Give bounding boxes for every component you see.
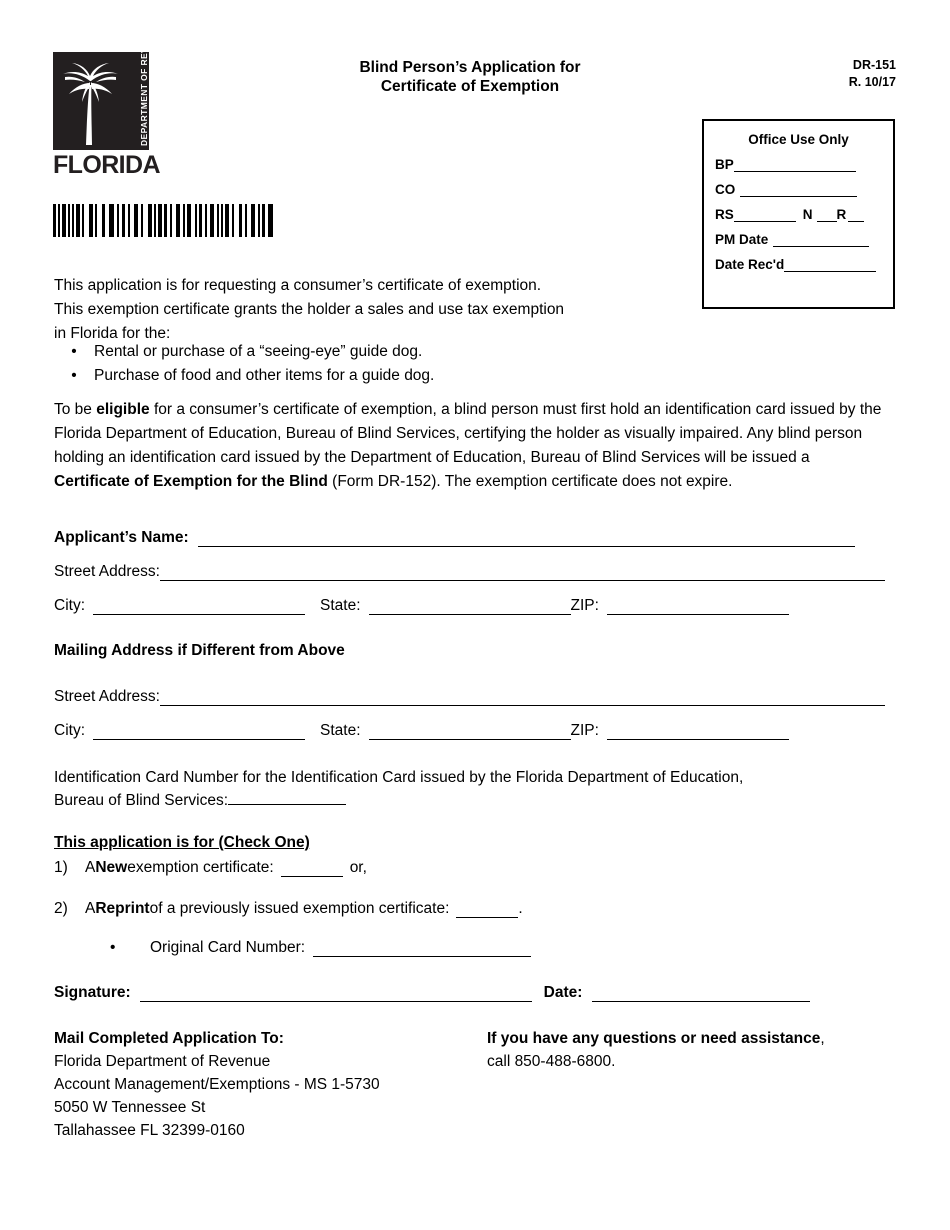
mailing-city-label: City: xyxy=(54,722,85,739)
applicant-state-label: State: xyxy=(320,597,361,614)
identification-card-input[interactable] xyxy=(228,789,346,805)
intro-bullet-1-text: Rental or purchase of a “seeing-eye” guide dog. xyxy=(94,343,423,360)
mailing-state-label: State: xyxy=(320,722,361,739)
office-row-pm-date xyxy=(715,232,893,247)
barcode-icon xyxy=(53,204,273,237)
mail-to-line-4: Tallahassee FL 32399-0160 xyxy=(54,1122,245,1139)
option-1-post: exemption certificate: xyxy=(127,859,274,876)
mailing-street-row xyxy=(54,687,885,706)
assistance-line-1 xyxy=(487,1027,897,1050)
applicant-street-input[interactable] xyxy=(160,564,885,581)
identification-line-2 xyxy=(54,789,894,812)
applicant-city-state-zip-row xyxy=(54,596,789,615)
applicant-name-label: Applicant’s Name: xyxy=(54,529,189,546)
applicant-street-row xyxy=(54,562,885,581)
page-title-line1: Blind Person’s Application for xyxy=(359,59,581,76)
mailing-street-label: Street Address: xyxy=(54,688,160,705)
signature-label: Signature: xyxy=(54,984,131,1001)
florida-dor-logo xyxy=(53,21,160,179)
applicant-zip-label: ZIP: xyxy=(570,597,599,614)
mailing-zip-label: ZIP: xyxy=(570,722,599,739)
identification-line-1: Identification Card Number for the Identification Card issued by the Florida Department of Education, xyxy=(54,769,744,786)
office-r-label: R xyxy=(836,207,847,222)
form-identifier xyxy=(849,57,896,91)
bullet-icon: • xyxy=(71,343,77,360)
mailing-city-state-zip-row xyxy=(54,721,789,740)
office-row-rs xyxy=(715,207,893,222)
office-rs-field[interactable] xyxy=(734,208,796,222)
list-item xyxy=(54,364,694,388)
office-date-recd-field[interactable] xyxy=(784,258,876,272)
logo-agency-label: DEPARTMENT OF REVENUE xyxy=(139,21,149,146)
office-n-field[interactable] xyxy=(817,208,837,222)
palm-tree-icon xyxy=(57,57,123,149)
mail-to-line-3: 5050 W Tennessee St xyxy=(54,1099,206,1116)
identification-card-section xyxy=(54,766,894,812)
applicant-street-label: Street Address: xyxy=(54,563,160,580)
check-one-option-1 xyxy=(54,858,367,877)
assistance-info xyxy=(487,1027,897,1073)
logo-state-label: FLORIDA xyxy=(53,151,160,179)
option-1-tail: or, xyxy=(349,859,367,876)
office-bp-field[interactable] xyxy=(734,158,856,172)
check-one-heading: This application is for (Check One) xyxy=(54,834,310,851)
mailing-zip-input[interactable] xyxy=(607,723,789,740)
mail-to-line-2: Account Management/Exemptions - MS 1-5730 xyxy=(54,1076,380,1093)
original-card-number-input[interactable] xyxy=(313,941,531,957)
mail-to-heading: Mail Completed Application To: xyxy=(54,1030,284,1047)
intro-line-2: This exemption certificate grants the holder a sales and use tax exemption xyxy=(54,301,565,318)
assistance-phone-line: call 850-488-6800. xyxy=(487,1053,616,1070)
applicant-city-label: City: xyxy=(54,597,85,614)
eligibility-text-2: for a consumer’s certificate of exemption, a blind person must first hold an identification card issued by the Florida Department of Education, Bureau of Blind Services, certifying the holder as visually impaired. Any blind person holding an identification card issued by the Department of Education, Bureau of Blind Services will be issued a xyxy=(54,401,882,466)
bullet-icon: • xyxy=(71,367,77,384)
office-pm-date-field[interactable] xyxy=(773,233,869,247)
eligibility-bold-certificate: Certificate of Exemption for the Blind xyxy=(54,473,328,490)
office-bp-label: BP xyxy=(715,157,734,172)
office-row-date-recd xyxy=(715,257,893,272)
mailing-instructions xyxy=(54,1027,474,1142)
original-card-number-label: Original Card Number: xyxy=(150,939,306,956)
logo-agency-panel xyxy=(126,21,149,150)
logo-black-panel xyxy=(53,52,126,150)
option-2-post: of a previously issued exemption certificate: xyxy=(149,900,450,917)
date-input[interactable] xyxy=(592,985,810,1002)
intro-bullet-list xyxy=(54,340,694,388)
eligibility-text-1: To be xyxy=(54,401,97,418)
signature-row xyxy=(54,983,810,1002)
mailing-city-input[interactable] xyxy=(93,723,305,740)
intro-line-1: This application is for requesting a consumer’s certificate of exemption. xyxy=(54,277,542,294)
office-row-bp xyxy=(715,157,893,172)
option-1-checkbox-line[interactable] xyxy=(281,861,343,877)
option-2-tail: . xyxy=(518,900,523,917)
form-number: DR-151 xyxy=(852,58,896,72)
eligibility-bold-eligible: eligible xyxy=(96,401,150,418)
page-title xyxy=(250,58,690,96)
office-co-field[interactable] xyxy=(740,183,857,197)
intro-paragraph xyxy=(54,274,694,346)
check-one-option-2 xyxy=(54,899,523,918)
office-row-co xyxy=(715,182,893,197)
office-co-label: CO xyxy=(715,182,736,197)
form-revision: R. 10/17 xyxy=(848,75,896,89)
page-title-line2: Certificate of Exemption xyxy=(380,78,560,95)
mailing-address-heading: Mailing Address if Different from Above xyxy=(54,642,345,659)
signature-input[interactable] xyxy=(140,985,532,1002)
intro-bullet-2-text: Purchase of food and other items for a guide dog. xyxy=(94,367,435,384)
office-use-title: Office Use Only xyxy=(748,132,849,147)
bullet-icon: • xyxy=(110,939,116,956)
assistance-comma: , xyxy=(820,1030,825,1047)
applicant-state-input[interactable] xyxy=(369,598,571,615)
applicant-name-row xyxy=(54,528,855,547)
mailing-street-input[interactable] xyxy=(160,689,885,706)
office-use-only-box xyxy=(702,119,895,309)
option-2-checkbox-line[interactable] xyxy=(456,902,518,918)
office-pm-date-label: PM Date xyxy=(715,232,769,247)
mail-to-line-1: Florida Department of Revenue xyxy=(54,1053,271,1070)
office-rs-label: RS xyxy=(715,207,734,222)
applicant-zip-input[interactable] xyxy=(607,598,789,615)
option-1-pre: A xyxy=(85,859,96,876)
applicant-city-input[interactable] xyxy=(93,598,305,615)
office-n-label: N xyxy=(802,207,813,222)
list-item xyxy=(54,340,694,364)
date-label: Date: xyxy=(543,984,583,1001)
eligibility-text-3: (Form DR-152). The exemption certificate does not expire. xyxy=(327,473,733,490)
office-date-recd-label: Date Rec'd xyxy=(715,257,785,272)
office-r-field[interactable] xyxy=(848,208,864,222)
option-1-number: 1) xyxy=(54,859,68,876)
intro-line-3: in Florida for the: xyxy=(54,325,171,342)
option-1-bold: New xyxy=(95,859,128,876)
eligibility-paragraph xyxy=(54,398,889,494)
applicant-name-input[interactable] xyxy=(198,530,855,547)
identification-card-label: Bureau of Blind Services: xyxy=(54,792,229,809)
option-2-pre: A xyxy=(85,900,96,917)
assistance-bold-text: If you have any questions or need assistance xyxy=(487,1030,821,1047)
option-2-bold: Reprint xyxy=(95,900,150,917)
original-card-number-row xyxy=(110,939,531,957)
mailing-state-input[interactable] xyxy=(369,723,571,740)
option-2-number: 2) xyxy=(54,900,68,917)
